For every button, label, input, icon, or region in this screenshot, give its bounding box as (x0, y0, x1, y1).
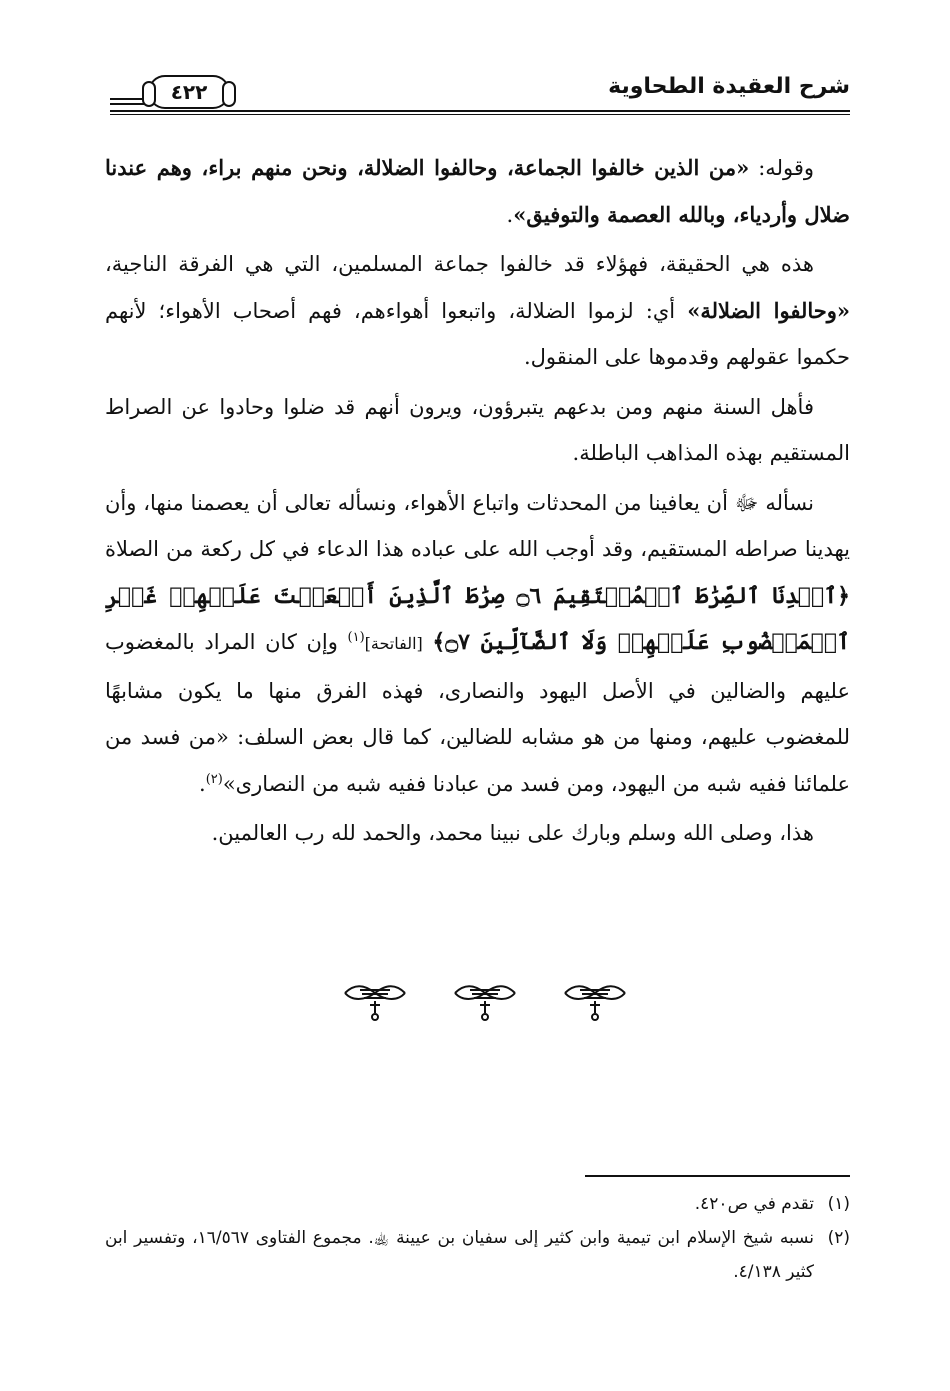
page-number-badge: ٤٢٢ (148, 75, 230, 109)
paragraph-2 (105, 241, 850, 381)
p2-quote: «وحالفوا الضلالة» (687, 297, 850, 323)
quran-verse: ﴿ٱهۡدِنَا ٱلصِّرَٰطَ ٱلۡمُسۡتَقِيمَ ۝٦ صِرَٰطَ ٱلَّذِينَ أَنۡعَمۡتَ عَلَيۡهِمۡ غَيۡرِ ٱلۡمَغۡضُوبِ عَلَيۡهِمۡ وَلَا ٱلضَّآلِّينَ ۝٧﴾ (105, 582, 850, 655)
footnote-separator (585, 1175, 850, 1177)
header-rule (110, 110, 850, 112)
surah-reference: [الفاتحة] (364, 634, 423, 653)
page-header (110, 72, 850, 122)
footnote-text: نسبه شيخ الإسلام ابن تيمية وابن كثير إلى سفيان بن عيينة ﵀. مجموع الفتاوى ١٦/٥٦٧، وتفسير ابن كثير ٤/١٣٨. (105, 1228, 814, 1282)
p4-end: . (199, 771, 206, 796)
p4-part2: وإن كان المراد بالمغضوب عليهم والضالين في الأصل اليهود والنصارى، فهذه الفرق منها ما يكون مشابهًا للمغضوب عليهم، ومنها من هو مشابه للضالين، كما قال بعض السلف: «من فسد من علمائنا ففيه شبه من اليهود، ومن فسد من عبادنا ففيه شبه من النصارى» (105, 630, 850, 796)
main-text (105, 145, 850, 860)
p1-quote: «من الذين خالفوا الجماعة، وحالفوا الضلالة، ونحن منهم براء، وهم عندنا ضلال وأردياء، وبالله العصمة والتوفيق» (105, 155, 850, 227)
footnote-ref-2[interactable]: (٢) (205, 771, 223, 787)
floral-knot-ornament-icon (560, 975, 630, 1025)
running-head-title: شرح العقيدة الطحاوية (608, 74, 850, 99)
header-dash (110, 98, 144, 100)
paragraph-4 (105, 480, 850, 808)
p1-end: . (506, 202, 514, 227)
paragraph-3: فأهل السنة منهم ومن بدعهم يتبرؤون، ويرون أنهم قد ضلوا وحادوا عن الصراط المستقيم بهذه المذاهب الباطلة. (105, 394, 850, 465)
header-rule-thin (110, 114, 850, 115)
paragraph-1 (105, 145, 850, 238)
footnote-number: (٢) (827, 1228, 850, 1248)
p4-part1: نسأله ﷻ أن يعافينا من المحدثات واتباع الأهواء، ونسأله تعالى أن يعصمنا منها، وأن يهدينا صراطه المستقيم، وقد أوجب الله على عباده هذا الدعاء في كل ركعة من الصلاة (105, 490, 850, 561)
section-end-ornaments (340, 975, 630, 1025)
floral-knot-ornament-icon (340, 975, 410, 1025)
footnote-text: تقدم في ص٤٢٠. (694, 1194, 814, 1214)
footnote-item (105, 1187, 850, 1221)
header-dash (110, 103, 144, 105)
p2-part2: أي: لزموا الضلالة، واتبعوا أهواءهم، فهم أصحاب الأهواء؛ لأنهم حكموا عقولهم وقدموها على المنقول. (105, 298, 850, 369)
floral-knot-ornament-icon (450, 975, 520, 1025)
footnote-item (105, 1221, 850, 1289)
footnote-number: (١) (827, 1194, 850, 1214)
p2-part1: هذه هي الحقيقة، فهؤلاء قد خالفوا جماعة المسلمين، التي هي الفرقة الناجية، (105, 252, 814, 276)
paragraph-5: هذا، وصلى الله وسلم وبارك على نبينا محمد، والحمد لله رب العالمين. (211, 821, 814, 845)
footnotes (105, 1187, 850, 1289)
p1-intro: وقوله: (749, 156, 814, 180)
footnote-ref-1[interactable]: (١) (347, 630, 365, 645)
